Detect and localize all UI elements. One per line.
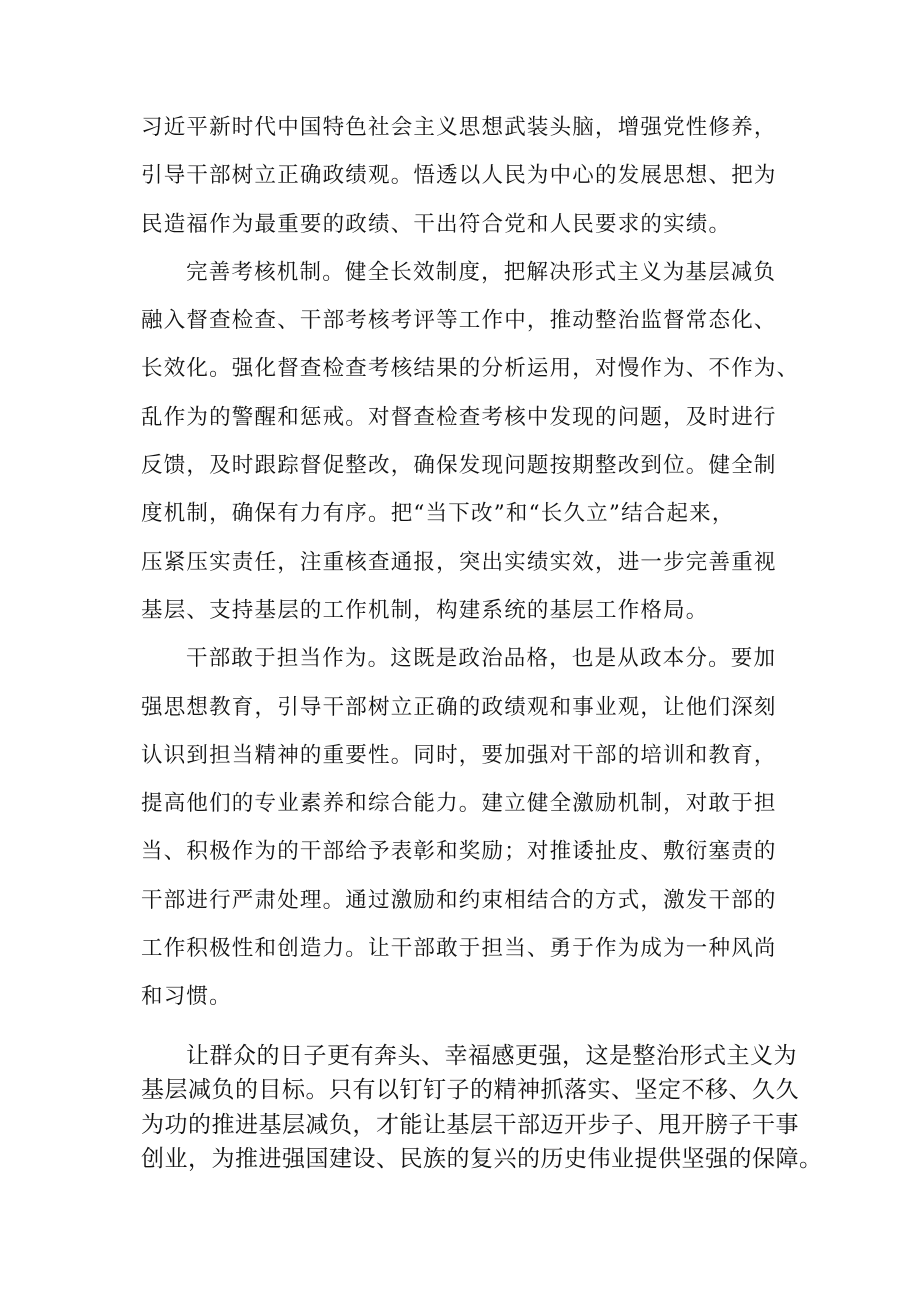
paragraph-line: 度机制，确保有力有序。把“当下改”和“长久立”结合起来， [141, 501, 735, 527]
paragraph-line: 工作积极性和创造力。让干部敢于担当、勇于作为成为一种风尚 [141, 936, 777, 962]
paragraph-line: 反馈，及时跟踪督促整改，确保发现问题按期整改到位。健全制 [141, 453, 777, 479]
paragraph-1 [141, 104, 786, 249]
paragraph-line: 让群众的日子更有奔头、幸福感更强，这是整治形式主义为 [186, 1043, 797, 1069]
paragraph-line: 为功的推进基层减负，才能让基层干部迈开步子、甩开膀子干事 [141, 1111, 799, 1138]
paragraph-line: 干部敢于担当作为。这既是政治品格，也是从政本分。要加 [186, 646, 777, 672]
body-text-main [141, 104, 800, 1022]
paragraph-line: 认识到担当精神的重要性。同时，要加强对干部的培训和教育， [141, 742, 777, 768]
paragraph-line: 强思想教育，引导干部树立正确的政绩观和事业观，让他们深刻 [141, 694, 777, 720]
paragraph-line: 和习惯。 [141, 984, 232, 1010]
paragraph-line: 压紧压实责任，注重核查通报，突出实绩实效，进一步完善重视 [141, 549, 777, 575]
paragraph-line: 长效化。强化督查检查考核结果的分析运用，对慢作为、不作为、 [141, 356, 800, 382]
paragraph-4 [141, 1039, 823, 1176]
paragraph-line: 引导干部树立正确政绩观。悟透以人民为中心的发展思想、把为 [141, 163, 777, 189]
paragraph-2 [141, 249, 800, 635]
paragraph-line: 完善考核机制。健全长效制度，把解决形式主义为基层减负 [186, 259, 777, 285]
paragraph-line: 习近平新时代中国特色社会主义思想武装头脑，增强党性修养， [141, 115, 777, 140]
paragraph-line: 当、积极作为的干部给予表彰和奖励；对推诿扯皮、敷衍塞责的 [141, 839, 777, 865]
paragraph-line: 干部进行严肃处理。通过激励和约束相结合的方式，激发干部的 [141, 887, 777, 913]
paragraph-line: 基层减负的目标。只有以钉钉子的精神抓落实、坚定不移、久久 [141, 1077, 799, 1104]
paragraph-line: 融入督查检查、干部考核考评等工作中，推动整治监督常态化、 [141, 308, 777, 334]
paragraph-line: 提高他们的专业素养和综合能力。建立健全激励机制，对敢于担 [141, 791, 777, 817]
paragraph-line: 乱作为的警醒和惩戒。对督查检查考核中发现的问题，及时进行 [141, 404, 777, 430]
paragraph-line: 民造福作为最重要的政绩、干出符合党和人民要求的实绩。 [141, 211, 732, 237]
paragraph-3 [141, 635, 786, 1021]
paragraph-line: 基层、支持基层的工作机制，构建系统的基层工作格局。 [141, 597, 709, 623]
paragraph-line: 创业，为推进强国建设、民族的复兴的历史伟业提供坚强的保障。 [141, 1145, 823, 1172]
